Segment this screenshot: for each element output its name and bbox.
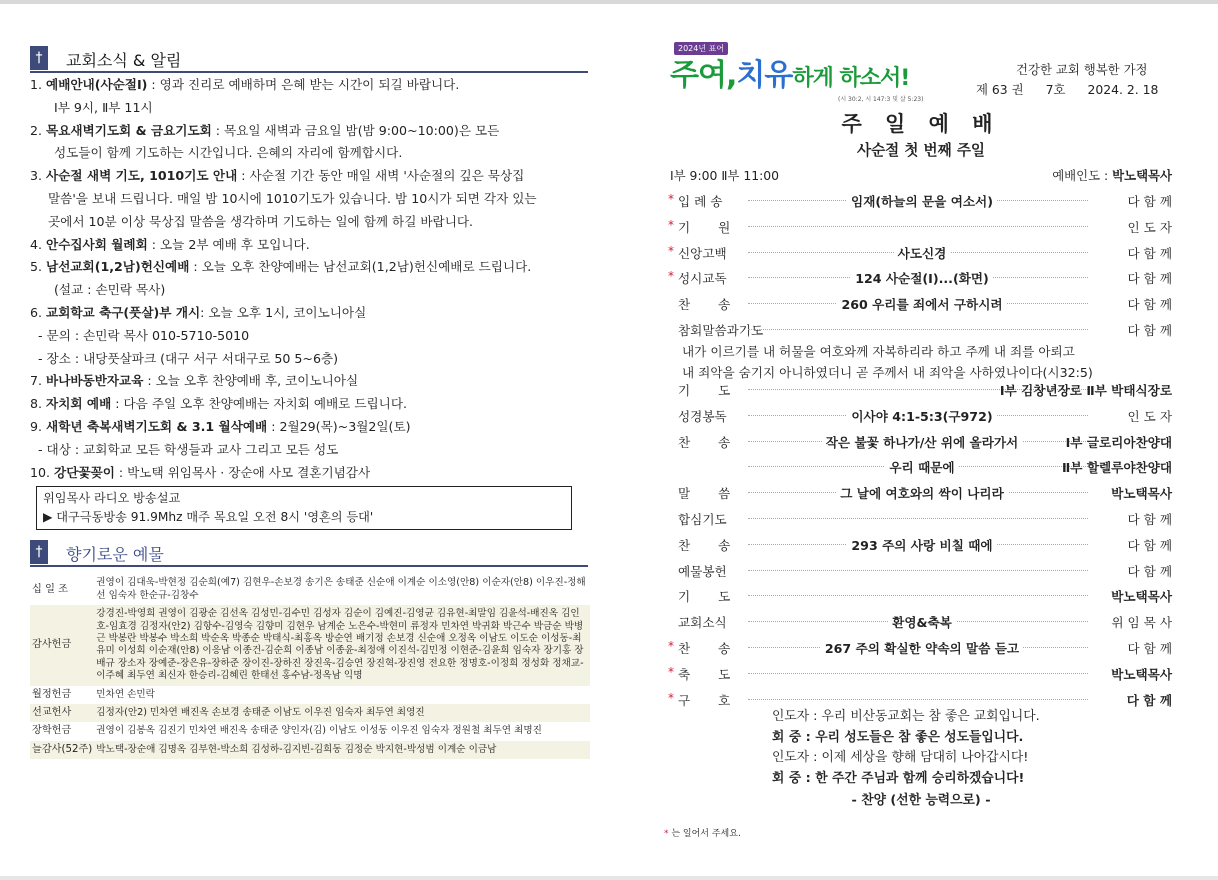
offering-category: 늘감사(52주)	[30, 741, 94, 759]
news-section-header	[30, 44, 590, 72]
worship-order-row	[668, 608, 1174, 634]
section-divider	[30, 565, 588, 567]
order-item-by: 다 함 께	[1127, 322, 1172, 338]
logo-scripture-ref: (시 30:2, 시 147:3 및 살 5:23)	[838, 96, 924, 103]
order-item-name: 찬 송	[678, 297, 743, 313]
worship-order-row	[668, 531, 1174, 557]
news-number: 3.	[30, 168, 43, 184]
worship-order-row	[668, 557, 1174, 583]
top-border	[0, 0, 1218, 4]
offering-names: 권영이 김봉옥 김진기 민차연 배진옥 송태준 양인자(김) 이남도 이성동 이우진 임숙자 정원철 최두연 최명진	[96, 725, 542, 737]
cross-icon: †	[30, 46, 48, 70]
worship-order-row	[668, 187, 1174, 213]
order-of-worship-continued	[668, 376, 1174, 711]
order-item-content	[778, 243, 1066, 262]
order-item-by: 인 도 자	[1127, 219, 1172, 235]
worship-order-row	[668, 453, 1174, 479]
news-text: : 2월29(목)~3월2일(토)	[267, 418, 411, 434]
response-line: 인도자 : 이제 세상을 향해 담대히 나아갑시다!	[772, 750, 1029, 765]
order-item-name: 교회소식	[678, 615, 727, 631]
order-item-content	[778, 612, 1066, 631]
section-divider	[30, 71, 588, 73]
offering-names: 권영이 김대욱-박현정 김순희(예7) 김현우-손보경 송기은 송태준 신순애 이계순 이소영(안8) 이순자(안8) 이우진-정해선 임숙자 한순규-김창수	[96, 577, 586, 601]
logo-part-3: 하게 하소서!	[792, 66, 910, 91]
order-item-by: 다 함 께	[1127, 194, 1172, 209]
news-text: : 영과 진리로 예배하며 은혜 받는 시간이 되길 바랍니다.	[147, 77, 460, 92]
news-title: 바나바동반자교육	[46, 373, 144, 389]
offering-row	[30, 722, 590, 740]
motto-year-badge: 2024년 표어	[674, 42, 728, 55]
news-number: 10.	[30, 464, 51, 480]
order-item-name: 신앙고백	[678, 245, 727, 261]
news-title: 예배안내(사순절Ⅰ)	[46, 77, 148, 92]
news-text: : 다음 주일 오후 찬양예배는 자치회 예배로 드립니다.	[111, 396, 408, 412]
order-item-by: 인 도 자	[1127, 408, 1172, 424]
leader-dots	[748, 595, 1088, 596]
offering-section-header	[30, 538, 590, 566]
worship-order-row	[668, 634, 1174, 660]
news-title: 강단꽃꽂이	[54, 464, 115, 480]
offering-row	[30, 704, 590, 722]
news-title: 목요새벽기도회 & 금요기도회	[46, 122, 212, 138]
worship-order-row	[668, 402, 1174, 428]
logo-part-2: 치유	[736, 58, 793, 93]
issue-date: 2024. 2. 18	[1087, 82, 1159, 97]
news-number: 9.	[30, 418, 43, 434]
order-item-content-text: 그 날에 여호와의 싹이 나리라	[836, 486, 1008, 501]
order-item-content	[778, 457, 1066, 476]
logo-part-1: 주여,	[670, 58, 737, 93]
order-item-by: 박노택목사	[1111, 666, 1172, 682]
order-item-content	[778, 432, 1066, 451]
order-item-by: Ⅱ부 할렐루야찬양대	[1061, 460, 1172, 476]
worship-order-row	[668, 660, 1174, 686]
stand-marker: *	[668, 690, 674, 705]
order-item-content-text: 124 사순절(Ⅰ)...(화면)	[851, 271, 993, 286]
news-item	[30, 120, 590, 143]
leader-dots	[748, 673, 1088, 674]
news-continuation: 성도들이 함께 기도하는 시간입니다. 은혜의 자리에 함께합시다.	[54, 145, 403, 161]
stand-marker: *	[668, 243, 674, 258]
order-item-content	[778, 535, 1066, 554]
leader-label: 예배인도 :	[1052, 168, 1113, 183]
news-number: 4.	[30, 236, 43, 252]
page-subtitle: 사순절 첫 번째 주일	[856, 142, 986, 159]
order-item-by: 다 함 께	[1126, 692, 1172, 708]
order-item-name: 기 도	[678, 383, 743, 398]
offering-names: 박노택-장순애 김명옥 김부현-박소희 김성하-김지빈-김희동 김정순 박지현-박성범 이계순 이금남	[94, 741, 590, 759]
order-item-content	[778, 294, 1066, 313]
offering-names: 김정자(안2) 민차연 배진옥 손보경 송태준 이남도 이우진 임숙자 최두연 최영진	[94, 704, 590, 722]
news-continuation: 곳에서 10분 이상 묵상집 말씀을 생각하며 기도하는 일에 함께 하길 바랍니다.	[48, 213, 474, 229]
prayer-line-2: 내 죄악을 숨기지 아니하였더니 곧 주께서 내 죄악을 사하였나이다(시32:5)	[682, 365, 1093, 380]
order-item-content	[778, 638, 1066, 657]
news-title: 남선교회(1,2남)헌신예배	[46, 259, 190, 275]
order-item-by: 다 함 께	[1127, 537, 1172, 553]
order-item-by: 다 함 께	[1127, 511, 1172, 527]
leader-dots	[748, 518, 1088, 519]
order-item-content-text: 사도신경	[894, 246, 951, 261]
order-item-content-text: 이사야 4:1-5:3(구972)	[847, 409, 996, 424]
responsive-reading	[668, 707, 1174, 812]
stand-marker: *	[668, 217, 674, 232]
order-item-name: 말 씀	[678, 486, 743, 502]
order-item-by: Ⅰ부 김창년장로 Ⅱ부 박태식장로	[999, 383, 1172, 398]
order-item-name: 참회말씀과기도	[678, 322, 764, 338]
radio-broadcast-box	[36, 486, 572, 530]
order-item-name: 합심기도	[678, 511, 727, 527]
order-item-name: 구 호	[678, 692, 743, 708]
order-item-name: 찬 송	[678, 434, 743, 450]
radio-detail: ▶ 대구극동방송 91.9Mhz 매주 목요일 오전 8시 '영혼의 등대'	[43, 510, 374, 525]
news-number: 6.	[30, 304, 43, 320]
order-item-name: 축 도	[678, 666, 743, 682]
news-number: 1.	[30, 77, 43, 92]
order-item-content	[778, 191, 1066, 210]
news-continuation: 말씀'을 보내 드립니다. 매일 밤 10시에 1010기도가 있습니다. 밤 10시가 되면 각자 있는	[48, 190, 537, 206]
offering-category: 십 일 조	[32, 583, 68, 595]
order-item-content	[778, 268, 1066, 287]
news-title: 새학년 축복새벽기도회 & 3.1 월삭예배	[46, 418, 268, 434]
footnote-text: 는 일어서 주세요.	[668, 829, 741, 839]
leader-dots	[748, 329, 1088, 330]
stand-marker: *	[668, 638, 674, 653]
worship-order-row	[668, 582, 1174, 608]
offering-category: 감사헌금	[30, 605, 94, 685]
order-item-content-text: 작은 불꽃 하나가/산 위에 올라가서	[822, 435, 1022, 450]
issue-volume: 제 63 권	[976, 82, 1024, 97]
offering-category: 선교헌사	[30, 704, 94, 722]
news-item	[30, 462, 590, 485]
offering-names: 강경진-박영희 권영이 김광순 김선옥 김성민-김수민 김성자 김순이 김예진-김영균 김유현-최말임 김윤석-배진옥 김인호-임효경 김정자(안2) 김항수-김영숙 김향미 김현우 남계순 노은수-박현미 류정자 민차연 박귀화 박근수 박금순 박병근 박봉란 박봉수 박소희 박순옥 박종순 박태식-최홍옥 방순연 배기정 손보경 신순애 오정옥 이남도 이도순 이성동-최유미 이성희 이순재(안8) 이응남 이종건-김순희 이종남 이종윤-최정애 이진석-김민정 이현준-김윤희 임숙자 장기홍 장배규 장소자 장예준-장은유-장하준 장이진-장하진 장진욱-김승연 장진혁-장진영 전요한 정명호-이정희 정성화 정채교-이주혜 최두연 최신자 한승리-김혜린 한태선 홍수남-정옥남 익명	[94, 605, 590, 685]
news-item	[30, 165, 590, 188]
order-item-name: 예물봉헌	[678, 563, 727, 579]
worship-order-row	[668, 316, 1174, 342]
order-item-name: 기 원	[678, 219, 743, 235]
stand-marker: *	[668, 269, 674, 284]
closing-hymn: - 찬양 (선한 능력으로) -	[851, 793, 991, 808]
news-text: : 오늘 2부 예배 후 모입니다.	[147, 236, 310, 252]
worship-order-row	[668, 479, 1174, 505]
news-text: : 박노택 위임목사 · 장순애 사모 결혼기념감사	[114, 464, 371, 480]
news-continuation: (설교 : 손민락 목사)	[54, 282, 166, 298]
offering-section-title: 향기로운 예물	[66, 545, 164, 565]
news-number: 8.	[30, 396, 43, 412]
order-item-by: Ⅰ부 글로리아찬양대	[1065, 434, 1172, 450]
order-item-content-text: 293 주의 사랑 비칠 때에	[847, 538, 996, 553]
order-item-name: 기 도	[678, 589, 743, 605]
stand-marker: *	[668, 192, 674, 206]
footnote-star: *	[664, 829, 669, 839]
worship-order-row	[668, 290, 1174, 316]
order-item-name: 성경봉독	[678, 408, 727, 424]
news-number: 2.	[30, 122, 43, 138]
leader-dots	[748, 570, 1088, 571]
worship-order-row	[668, 505, 1174, 531]
order-item-by: 다 함 께	[1127, 271, 1172, 287]
order-item-by: 다 함 께	[1127, 563, 1172, 579]
order-item-content-text: 우리 때문에	[885, 460, 958, 475]
order-item-content	[778, 406, 1066, 425]
news-item	[30, 370, 590, 393]
news-subitem: - 대상 : 교회학교 모든 학생들과 교사 그리고 모든 성도	[38, 441, 339, 457]
worship-order-row	[668, 264, 1174, 290]
offering-category: 월정헌금	[32, 688, 72, 700]
news-item	[30, 74, 590, 97]
news-item	[30, 302, 590, 325]
news-item	[30, 234, 590, 257]
leader-name: 박노택목사	[1112, 168, 1172, 183]
offering-row	[30, 574, 590, 605]
response-line: 인도자 : 우리 비산동교회는 참 좋은 교회입니다.	[772, 709, 1040, 724]
offering-names: 민차연 손민락	[96, 688, 155, 700]
news-section-title: 교회소식 & 알림	[66, 51, 182, 70]
bottom-border	[0, 876, 1218, 880]
page-title: 주 일 예 배	[841, 112, 1001, 136]
radio-title: 위임목사 라디오 방송설교	[43, 491, 181, 506]
news-item	[30, 393, 590, 416]
cross-icon: †	[30, 540, 48, 564]
news-subitem: - 장소 : 내당풋살파크 (대구 서구 서대구로 50 5~6층)	[38, 350, 339, 366]
news-number: 5.	[30, 259, 43, 275]
offering-row	[30, 686, 590, 704]
news-title: 안수집사회 월례회	[46, 236, 148, 252]
news-title: 자치회 예배	[46, 396, 112, 412]
offering-table	[30, 574, 590, 759]
order-item-content-text: 환영&축복	[888, 615, 956, 630]
news-text: : 사순절 기간 동안 매일 새벽 '사순절의 깊은 묵상집	[237, 168, 525, 184]
footnote	[664, 826, 741, 839]
news-text: : 오늘 오후 찬양예배 후, 코이노니아실	[143, 373, 359, 389]
news-text: : 오늘 오후 찬양예배는 남선교회(1,2남)헌신예배로 드립니다.	[189, 259, 532, 275]
order-item-content-text: 267 주의 확실한 약속의 말씀 듣고	[821, 641, 1023, 656]
news-item	[30, 416, 590, 439]
order-of-worship	[668, 187, 1174, 342]
order-item-by: 다 함 께	[1127, 297, 1172, 313]
worship-order-row	[668, 213, 1174, 239]
order-item-by: 다 함 께	[1127, 245, 1172, 261]
news-item	[30, 256, 590, 279]
issue-number: 7호	[1045, 82, 1066, 97]
order-item-content	[778, 483, 1066, 502]
left-column	[30, 44, 590, 759]
order-item-name: 찬 송	[678, 640, 743, 656]
response-line: 회 중 : 우리 성도들은 참 좋은 성도들입니다.	[772, 729, 1024, 745]
order-item-by: 위 임 목 사	[1111, 615, 1172, 631]
year-motto-logo	[670, 50, 909, 94]
news-subitem: - 문의 : 손민락 목사 010-5710-5010	[38, 327, 250, 343]
worship-order-row	[668, 239, 1174, 265]
news-text: : 오늘 오후 1시, 코이노니아실	[200, 304, 367, 320]
order-item-content-text: 260 우리를 죄에서 구하시려	[837, 297, 1006, 312]
news-title: 교회학교 축구(풋살)부 개시	[46, 304, 201, 320]
leader-dots	[748, 699, 1088, 700]
worship-order-row	[668, 428, 1174, 454]
prayer-line-1: 내가 이르기를 내 허물을 여호와께 자복하리라 하고 주께 내 죄를 아뢰고	[682, 344, 1075, 359]
service-times: Ⅰ부 9:00 Ⅱ부 11:00	[670, 168, 780, 183]
order-item-content-text: 임재(하늘의 문을 여소서)	[847, 194, 997, 209]
news-text: : 목요일 새벽과 금요일 밤(밤 9:00~10:00)은 모든	[211, 122, 500, 138]
worship-order-row	[668, 376, 1174, 402]
order-item-name: 성시교독	[678, 271, 727, 287]
news-number: 7.	[30, 373, 43, 389]
stand-marker: *	[668, 664, 674, 679]
news-continuation: Ⅰ부 9시, Ⅱ부 11시	[54, 99, 153, 115]
offering-category: 장학헌금	[32, 725, 72, 737]
offering-row	[30, 605, 590, 685]
church-motto: 건강한 교회 행복한 가정	[1016, 62, 1148, 77]
order-item-name: 입 례 송	[678, 194, 723, 209]
order-item-by: 박노택목사	[1111, 589, 1172, 605]
leader-dots	[748, 226, 1088, 227]
offering-row	[30, 741, 590, 759]
order-item-name: 찬 송	[678, 537, 743, 553]
order-item-by: 박노택목사	[1111, 486, 1172, 502]
issue-info	[976, 80, 1180, 98]
worship-leader	[1052, 166, 1172, 184]
response-line: 회 중 : 한 주간 주님과 함께 승리하겠습니다!	[772, 770, 1025, 786]
order-item-by: 다 함 께	[1127, 640, 1172, 656]
news-title: 사순절 새벽 기도, 1010기도 안내	[46, 168, 238, 184]
news-list	[30, 74, 590, 484]
